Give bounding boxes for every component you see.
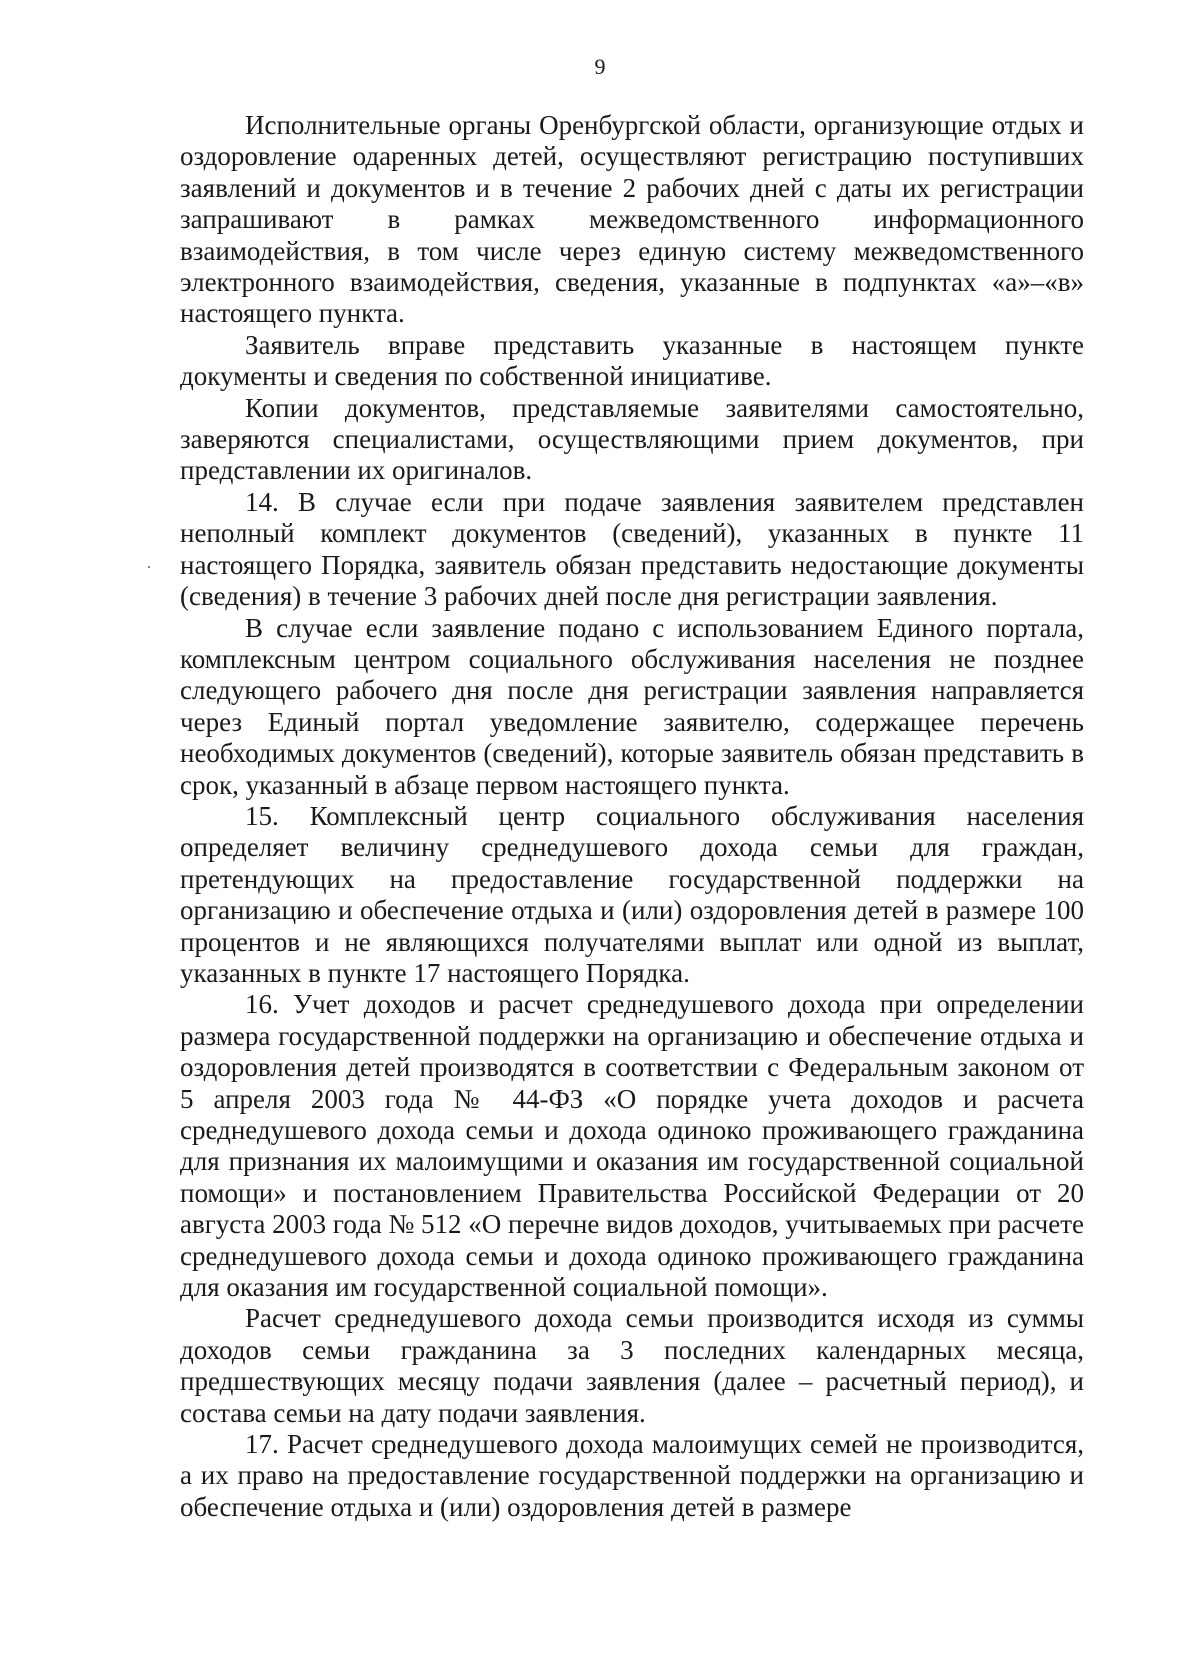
paragraph-item-14: 14. В случае если при подаче заявления заявителем представлен неполный комплект документов (сведений), указанных в пункте 11 настоящего Порядка, заявитель обязан представить недостающие документы (сведения) в течение 3 рабочих дней после дня регистрации заявления.: [180, 486, 1084, 612]
page-number: 9: [594, 54, 606, 79]
paragraph-2: Заявитель вправе представить указанные в настоящем пункте документы и сведения по собственной инициативе.: [180, 329, 1084, 392]
paragraph-item-17: 17. Расчет среднедушевого дохода малоимущих семей не производится, а их право на предоставление государственной поддержки на организацию и обеспечение отдыха и (или) оздоровления детей в размере: [180, 1429, 1084, 1522]
paragraph-item-15: 15. Комплексный центр социального обслуживания населения определяет величину среднедушевого дохода семьи для граждан, претендующих на предоставление государственной поддержки на организацию и обеспечение отдыха и (или) оздоровления детей в размере 100 процентов и не являющихся получателями выплат или одной из выплат, указанных в пункте 17 настоящего Порядка.: [180, 800, 1084, 988]
scan-mark: [148, 566, 150, 568]
paragraph-item-16: 16. Учет доходов и расчет среднедушевого дохода при определении размера государственной поддержки на организацию и обеспечение отдыха и оздоровления детей производятся в соответствии с Федеральным законом от 5 апреля 2003 года № 44-ФЗ «О порядке учета доходов и расчета среднедушевого дохода семьи и дохода одиноко проживающего гражданина для признания их малоимущими и оказания им государственной социальной помощи» и постановлением Правительства Российской Федерации от 20 августа 2003 года № 512 «О перечне видов доходов, учитываемых при расчете среднедушевого дохода семьи и дохода одиноко проживающего гражданина для оказания им государственной социальной помощи».: [180, 989, 1084, 1303]
paragraph-item-14-part-2: В случае если заявление подано с использованием Единого портала, комплексным центром социального обслуживания населения не позднее следующего рабочего дня после дня регистрации заявления направляется через Единый портал уведомление заявителю, содержащее перечень необходимых документов (сведений), которые заявитель обязан представить в срок, указанный в абзаце первом настоящего пункта.: [180, 612, 1084, 800]
paragraph-3: Копии документов, представляемые заявителями самостоятельно, заверяются специалистами, осуществляющими прием документов, при представлении их оригиналов.: [180, 392, 1084, 486]
paragraph-1: Исполнительные органы Оренбургской области, организующие отдых и оздоровление одаренных детей, осуществляют регистрацию поступивших заявлений и документов и в течение 2 рабочих дней с даты их регистрации запрашивают в рамках межведомственного информационного взаимодействия, в том числе через единую систему межведомственного электронного взаимодействия, сведения, указанные в подпунктах «а»–«в» настоящего пункта.: [180, 110, 1084, 329]
body-text: [180, 110, 1084, 1523]
paragraph-item-16-part-2: Расчет среднедушевого дохода семьи производится исходя из суммы доходов семьи гражданина за 3 последних календарных месяца, предшествующих месяцу подачи заявления (далее – расчетный период), и состава семьи на дату подачи заявления.: [180, 1303, 1084, 1428]
